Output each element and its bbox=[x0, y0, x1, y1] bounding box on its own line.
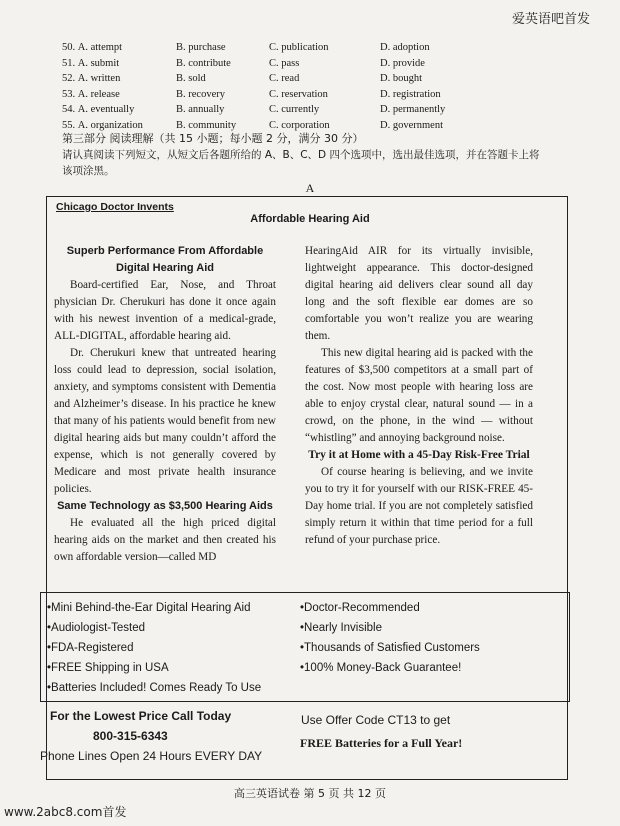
call-hours: Phone Lines Open 24 Hours EVERY DAY bbox=[40, 749, 263, 763]
left-heading-2: Same Technology as $3,500 Hearing Aids bbox=[57, 500, 273, 512]
choice-a: 52. A. written bbox=[62, 73, 121, 84]
ad-label: Chicago Doctor Invents bbox=[56, 201, 174, 213]
choice-c: C. corporation bbox=[269, 119, 330, 131]
choice-c: C. reservation bbox=[269, 88, 328, 100]
choice-row bbox=[62, 56, 490, 72]
choice-c: C. publication bbox=[269, 42, 329, 53]
choice-d: D. bought bbox=[380, 73, 422, 84]
choice-c: C. pass bbox=[269, 57, 300, 69]
feature-item: • FDA-Registered bbox=[47, 638, 297, 658]
choice-row bbox=[62, 71, 490, 87]
choice-a: 53. A. release bbox=[62, 88, 120, 100]
left-heading: Superb Performance From Affordable Digital Hearing Aid bbox=[66, 245, 264, 274]
choice-row bbox=[62, 87, 490, 103]
call-line: For the Lowest Price Call Today bbox=[50, 709, 232, 723]
page-footer: 高三英语试卷 第 5 页 共 12 页 bbox=[234, 787, 386, 800]
choice-d: D. permanently bbox=[380, 104, 446, 115]
choice-a: 54. A. eventually bbox=[62, 104, 135, 115]
choice-b: B. annually bbox=[176, 104, 225, 115]
choice-d: D. government bbox=[380, 119, 443, 131]
section-heading: 第三部分 阅读理解（共 15 小题；每小题 2 分，满分 30 分） bbox=[62, 132, 364, 145]
right-paragraph-3: Of course hearing is believing, and we invite you to try it for yourself with our RISK-FREE 45-Day home trial. If you are not completely satisfied simply return it within that time period for a full refund of your purchase price. bbox=[305, 466, 533, 546]
ad-right-column bbox=[305, 243, 533, 549]
choice-c: C. read bbox=[269, 73, 300, 84]
choice-b: B. contribute bbox=[176, 57, 231, 69]
feature-item: • Doctor-Recommended bbox=[300, 598, 560, 618]
watermark-bottom: www.2abc8.com首发 bbox=[4, 805, 127, 819]
choice-d: D. provide bbox=[380, 57, 425, 69]
choice-c: C. currently bbox=[269, 104, 320, 115]
feature-item: • FREE Shipping in USA bbox=[47, 658, 297, 678]
left-paragraph-3: He evaluated all the high priced digital hearing aids on the market and then created his own affordable version—called MD bbox=[54, 517, 276, 563]
offer-code: Use Offer Code CT13 to get bbox=[301, 713, 451, 727]
watermark-top: 爱英语吧首发 bbox=[511, 12, 590, 27]
choice-d: D. adoption bbox=[380, 42, 430, 53]
right-paragraph-1: HearingAid AIR for its virtually invisible, lightweight appearance. This doctor-designed digital hearing aid delivers clear sound all day long and the soft flexible ear domes are so comfortable you won’t realize you are wearing them. bbox=[305, 245, 533, 342]
choice-b: B. recovery bbox=[176, 88, 225, 100]
feature-item: • Mini Behind-the-Ear Digital Hearing Aid bbox=[47, 598, 297, 618]
choice-row bbox=[62, 102, 490, 118]
ad-title: Affordable Hearing Aid bbox=[250, 213, 370, 225]
passage-letter: A bbox=[305, 181, 315, 195]
right-paragraph-2: This new digital hearing aid is packed with the features of $3,500 competitors at a small part of the cost. Now most people with hearing loss are able to enjoy crystal clear, natural sound — in a crowd, on the phone, in the wind — without “whistling” and annoying background noise. bbox=[305, 347, 533, 444]
ad-left-column bbox=[54, 243, 276, 566]
features-left-list bbox=[47, 598, 297, 698]
feature-item: • Batteries Included! Comes Ready To Use bbox=[47, 678, 297, 698]
section-instruction: 请认真阅读下列短文，从短文后各题所给的 A、B、C、D 四个选项中，选出最佳选项，并在答题卡上将该项涂黑。 bbox=[62, 149, 540, 177]
left-paragraph-2: Dr. Cherukuri knew that untreated hearing loss could lead to depression, social isolation, anxiety, and symptoms consistent with Dementia and Alzheimer’s disease. In his practice he knew that many of his patients would benefit from new digital hearing aids but many couldn’t afford the expense, which is not generally covered by Medicare and most private health insurance policies. bbox=[54, 347, 276, 495]
call-phone: 800-315-6343 bbox=[93, 729, 168, 743]
answer-choices bbox=[62, 40, 490, 133]
choice-d: D. registration bbox=[380, 88, 441, 100]
features-right-list bbox=[300, 598, 560, 678]
choice-row bbox=[62, 40, 490, 56]
choice-a: 50. A. attempt bbox=[62, 42, 123, 53]
choice-b: B. community bbox=[176, 119, 237, 131]
choice-b: B. purchase bbox=[176, 42, 226, 53]
choice-b: B. sold bbox=[176, 73, 206, 84]
feature-item: • Audiologist-Tested bbox=[47, 618, 297, 638]
offer-free-batteries: FREE Batteries for a Full Year! bbox=[300, 736, 463, 750]
feature-item: • 100% Money-Back Guarantee! bbox=[300, 658, 560, 678]
feature-item: • Thousands of Satisfied Customers bbox=[300, 638, 560, 658]
choice-a: 55. A. organization bbox=[62, 119, 143, 131]
feature-item: • Nearly Invisible bbox=[300, 618, 560, 638]
right-heading: Try it at Home with a 45-Day Risk-Free Trial bbox=[308, 449, 530, 461]
left-paragraph-1: Board-certified Ear, Nose, and Throat physician Dr. Cherukuri has done it once again with his newest invention of a medical-grade, ALL-DIGITAL, affordable hearing aid. bbox=[54, 279, 276, 342]
choice-a: 51. A. submit bbox=[62, 57, 120, 69]
